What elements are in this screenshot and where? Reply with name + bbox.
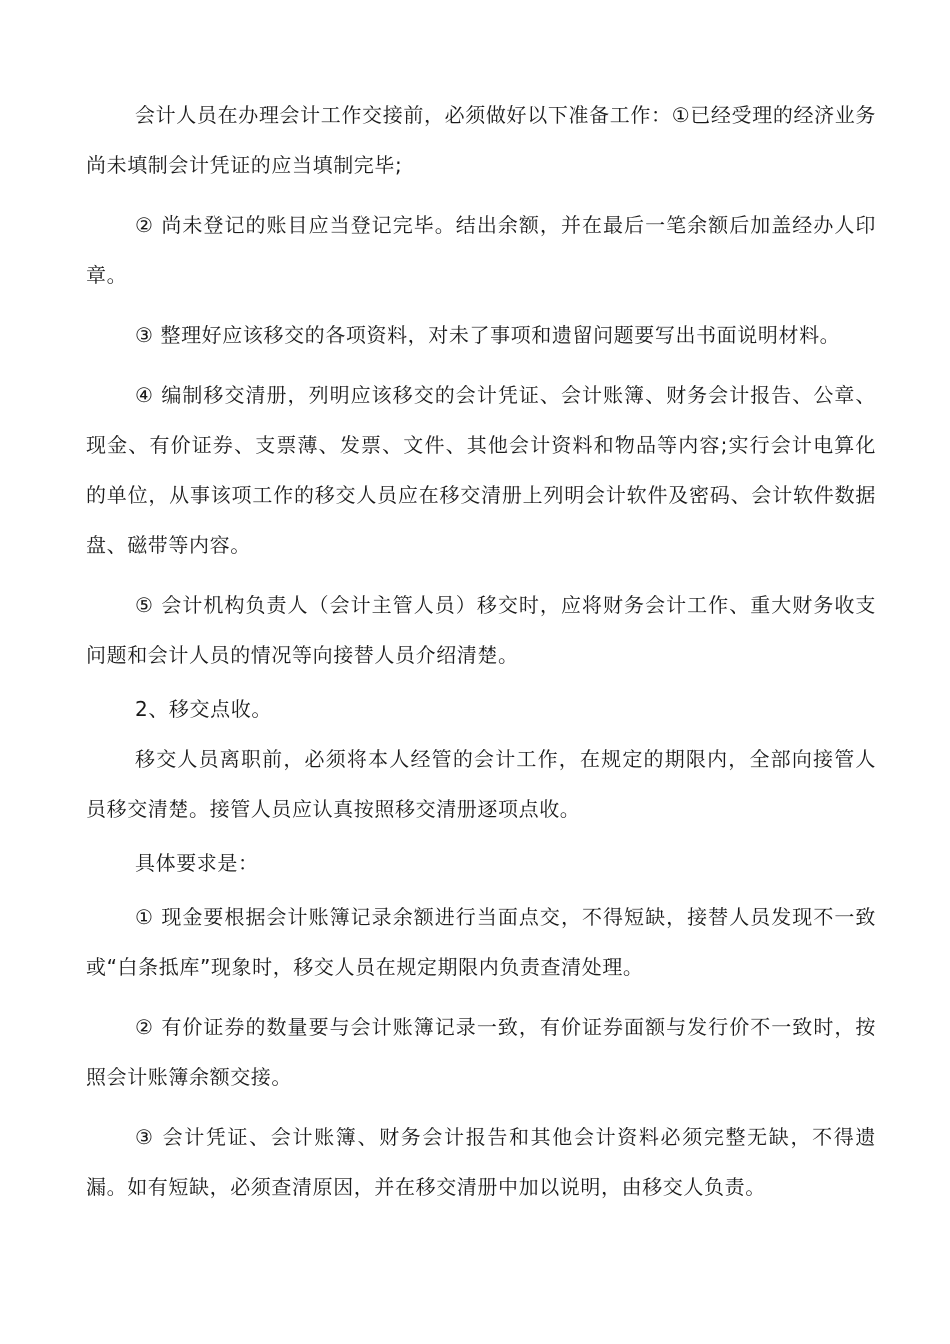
paragraph-item-3: ③ 整理好应该移交的各项资料，对未了事项和遗留问题要写出书面说明材料。 bbox=[135, 323, 841, 347]
paragraph-item-4: ④ 编制移交清册，列明应该移交的会计凭证、会计账簿、财务会计报告、公章、现金、有价证券、支票薄、发票、文件、其他会计资料和物品等内容;实行会计电算化的单位，从事该项工作的移交人员应在移交清册上列明会计软件及密码、会计软件数据盘、磁带等内容。 bbox=[86, 383, 876, 557]
paragraph-requirements-heading: 具体要求是： bbox=[135, 851, 259, 875]
paragraph-requirement-1: ① 现金要根据会计账簿记录余额进行当面点交，不得短缺，接替人员发现不一致或“白条抵库”现象时，移交人员在规定期限内负责查清处理。 bbox=[86, 905, 876, 979]
paragraph-item-5: ⑤ 会计机构负责人（会计主管人员）移交时，应将财务会计工作、重大财务收支问题和会计人员的情况等向接替人员介绍清楚。 bbox=[86, 593, 876, 667]
paragraph-item-2: ② 尚未登记的账目应当登记完毕。结出余额，并在最后一笔余额后加盖经办人印章。 bbox=[86, 213, 876, 287]
paragraph-requirement-3: ③ 会计凭证、会计账簿、财务会计报告和其他会计资料必须完整无缺，不得遗漏。如有短缺，必须查清原因，并在移交清册中加以说明，由移交人负责。 bbox=[86, 1125, 876, 1199]
document-body bbox=[86, 90, 876, 1212]
section-heading-handover: 2、移交点收。 bbox=[135, 697, 272, 721]
paragraph-requirement-2: ② 有价证券的数量要与会计账簿记录一致，有价证券面额与发行价不一致时，按照会计账簿余额交接。 bbox=[86, 1015, 876, 1089]
paragraph-preparation-intro: 会计人员在办理会计工作交接前，必须做好以下准备工作：①已经受理的经济业务尚未填制会计凭证的应当填制完毕; bbox=[86, 103, 876, 177]
paragraph-handover-intro: 移交人员离职前，必须将本人经管的会计工作，在规定的期限内，全部向接管人员移交清楚。接管人员应认真按照移交清册逐项点收。 bbox=[86, 747, 876, 821]
